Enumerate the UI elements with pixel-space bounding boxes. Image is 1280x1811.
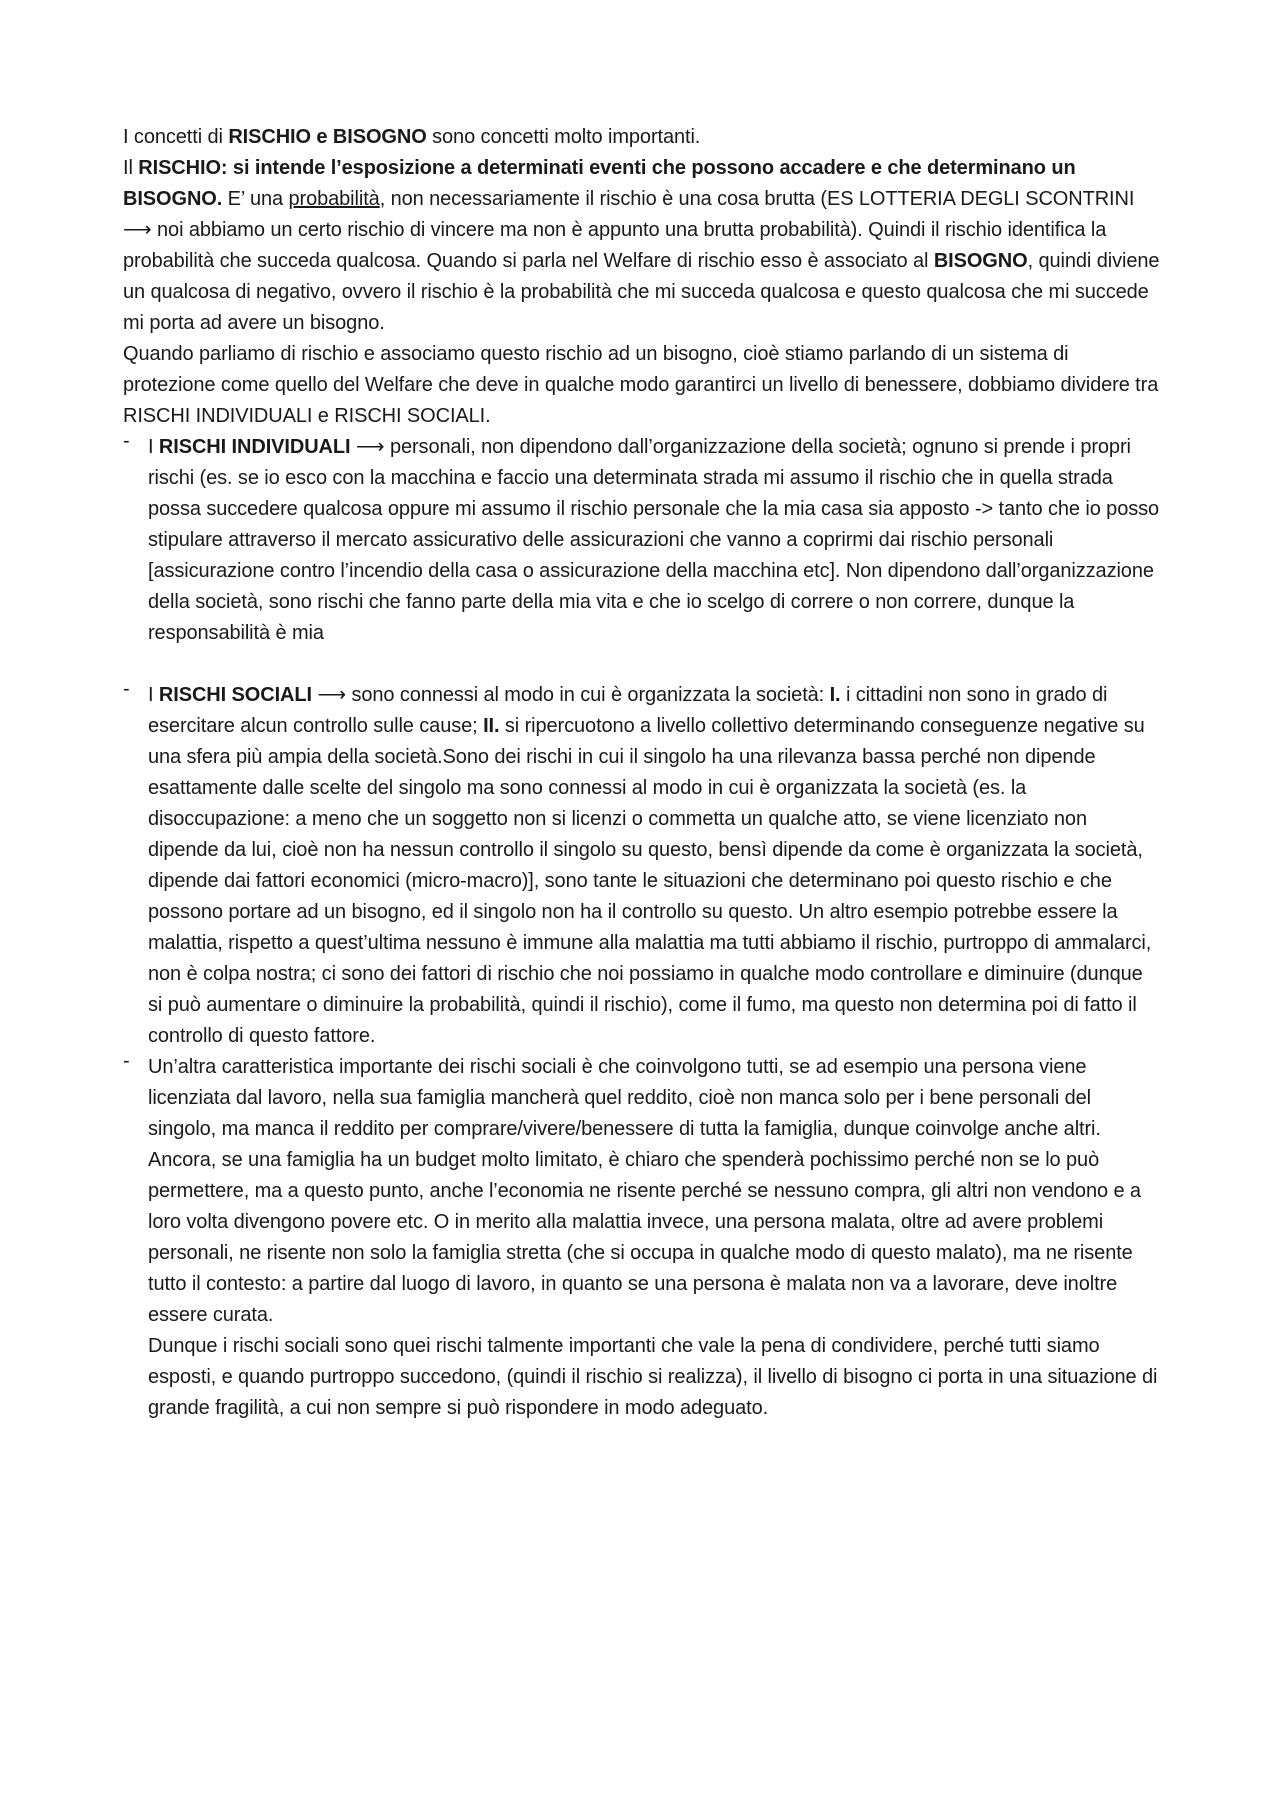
definition-body: , non necessariamente il rischio è una cosa brutta (ES LOTTERIA DEGLI SCONTRINI ⟶ noi abbiamo un certo rischio di vincere ma non è appunto una brutta probabilità). Quindi il rischio identifica la probabilità che succeda qualcosa. Quando si parla nel Welfare di rischio esso è associato al [123, 188, 1135, 272]
intro-text: I concetti di [123, 126, 229, 148]
bullet-dash: - [123, 1050, 130, 1072]
individual-lead: I [148, 436, 159, 458]
list-item-characteristic [123, 1052, 1160, 1331]
bullet-dash: - [123, 430, 130, 452]
list-spacer [123, 649, 1160, 680]
conclusion-text: Dunque i rischi sociali sono quei rischi talmente importanti che vale la pena di condividere, perché tutti siamo esposti, e quando purtroppo succedono, (quindi il rischio si realizza), il livello di bisogno ci porta in una situazione di grande fragilità, a cui non sempre si può rispondere in modo adeguato. [148, 1335, 1158, 1419]
bullet-dash: - [123, 678, 130, 700]
social-lead: I [148, 684, 159, 706]
definition-bold: RISCHIO: si intende l’esposizione a determinati eventi che possono accadere e che determinano un BISOGNO. [123, 157, 1076, 210]
definition-lead: Il [123, 157, 139, 179]
social-title: RISCHI SOCIALI [158, 684, 312, 706]
definition-bisogno: BISOGNO [933, 250, 1028, 272]
social-point-one: I. [829, 684, 841, 706]
social-text: ⟶ sono connessi al modo in cui è organizzata la società: [311, 684, 830, 706]
definition-paragraph [123, 153, 1160, 339]
division-paragraph: Quando parliamo di rischio e associamo questo rischio ad un bisogno, cioè stiamo parlando di un sistema di protezione come quello del Welfare che deve in qualche modo garantirci un livello di benessere, dobbiamo dividere tra RISCHI INDIVIDUALI e RISCHI SOCIALI. [123, 343, 1159, 427]
intro-keywords: RISCHIO e BISOGNO [228, 126, 427, 148]
risk-list [123, 432, 1160, 1424]
social-point-two: II. [483, 715, 500, 737]
list-item-individual-risks [123, 432, 1160, 649]
social-text-one: i cittadini non sono in grado di esercitare alcun controllo sulle cause; [148, 684, 1108, 737]
intro-paragraph [123, 122, 1160, 153]
individual-title: RISCHI INDIVIDUALI [158, 436, 351, 458]
definition-underlined: probabilità [288, 188, 380, 210]
list-item-conclusion [123, 1331, 1160, 1424]
intro-text-end: sono concetti molto importanti. [426, 126, 701, 148]
definition-end: , quindi diviene un qualcosa di negativo, ovvero il rischio è la probabilità che mi succeda qualcosa e questo qualcosa che mi succede mi porta ad avere un bisogno. [123, 250, 1160, 334]
individual-body: ⟶ personali, non dipendono dall’organizzazione della società; ognuno si prende i propri rischi (es. se io esco con la macchina e faccio una determinata strada mi assumo il rischio che in quella strada possa succedere qualcosa oppure mi assumo il rischio personale che la mia casa sia apposto -> tanto che io posso stipulare attraverso il mercato assicurativo delle assicurazioni che vanno a coprirmi dai rischio personali [assicurazione contro l’incendio della casa o assicurazione della macchina etc]. Non dipendono dall’organizzazione della società, sono rischi che fanno parte della mia vita e che io scelgo di correre o non correre, dunque la responsabilità è mia [148, 436, 1160, 644]
list-item-social-risks [123, 680, 1160, 1052]
characteristic-text: Un’altra caratteristica importante dei rischi sociali è che coinvolgono tutti, se ad esempio una persona viene licenziata dal lavoro, nella sua famiglia mancherà quel reddito, cioè non manca solo per i bene personali del singolo, ma manca il reddito per comprare/vivere/benessere di tutta la famiglia, dunque coinvolge anche altri. Ancora, se una famiglia ha un budget molto limitato, è chiaro che spenderà pochissimo perché non se lo può permettere, ma a questo punto, anche l’economia ne risente perché se nessuno compra, gli altri non vendono e a loro volta divengono povere etc. O in merito alla malattia invece, una persona malata, oltre ad avere problemi personali, ne risente non solo la famiglia stretta (che si occupa in qualche modo di questo malato), ma ne risente tutto il contesto: a partire dal luogo di lavoro, in quanto se una persona è malata non va a lavorare, deve inoltre essere curata. [148, 1056, 1141, 1326]
social-body: si ripercuotono a livello collettivo determinando conseguenze negative su una sfera più ampia della società.Sono dei rischi in cui il singolo ha una rilevanza bassa perché non dipende esattamente dalle scelte del singolo ma sono connessi al modo in cui è organizzata la società (es. la disoccupazione: a meno che un soggetto non si licenzi o commetta un qualche atto, se viene licenziato non dipende da lui, cioè non ha nessun controllo il singolo su questo, bensì dipende da come è organizzata la società, dipende dai fattori economici (micro-macro)], sono tante le situazioni che determinano poi questo rischio e che possono portare ad un bisogno, ed il singolo non ha il controllo su questo. Un altro esempio potrebbe essere la malattia, rispetto a quest’ultima nessuno è immune alla malattia ma tutti abbiamo il rischio, purtroppo di ammalarci, non è colpa nostra; ci sono dei fattori di rischio che noi possiamo in qualche modo controllare e diminuire (dunque si può aumentare o diminuire la probabilità, quindi il rischio), come il fumo, ma questo non determina poi di fatto il controllo di questo fattore. [148, 715, 1152, 1047]
definition-text: E’ una [222, 188, 289, 210]
